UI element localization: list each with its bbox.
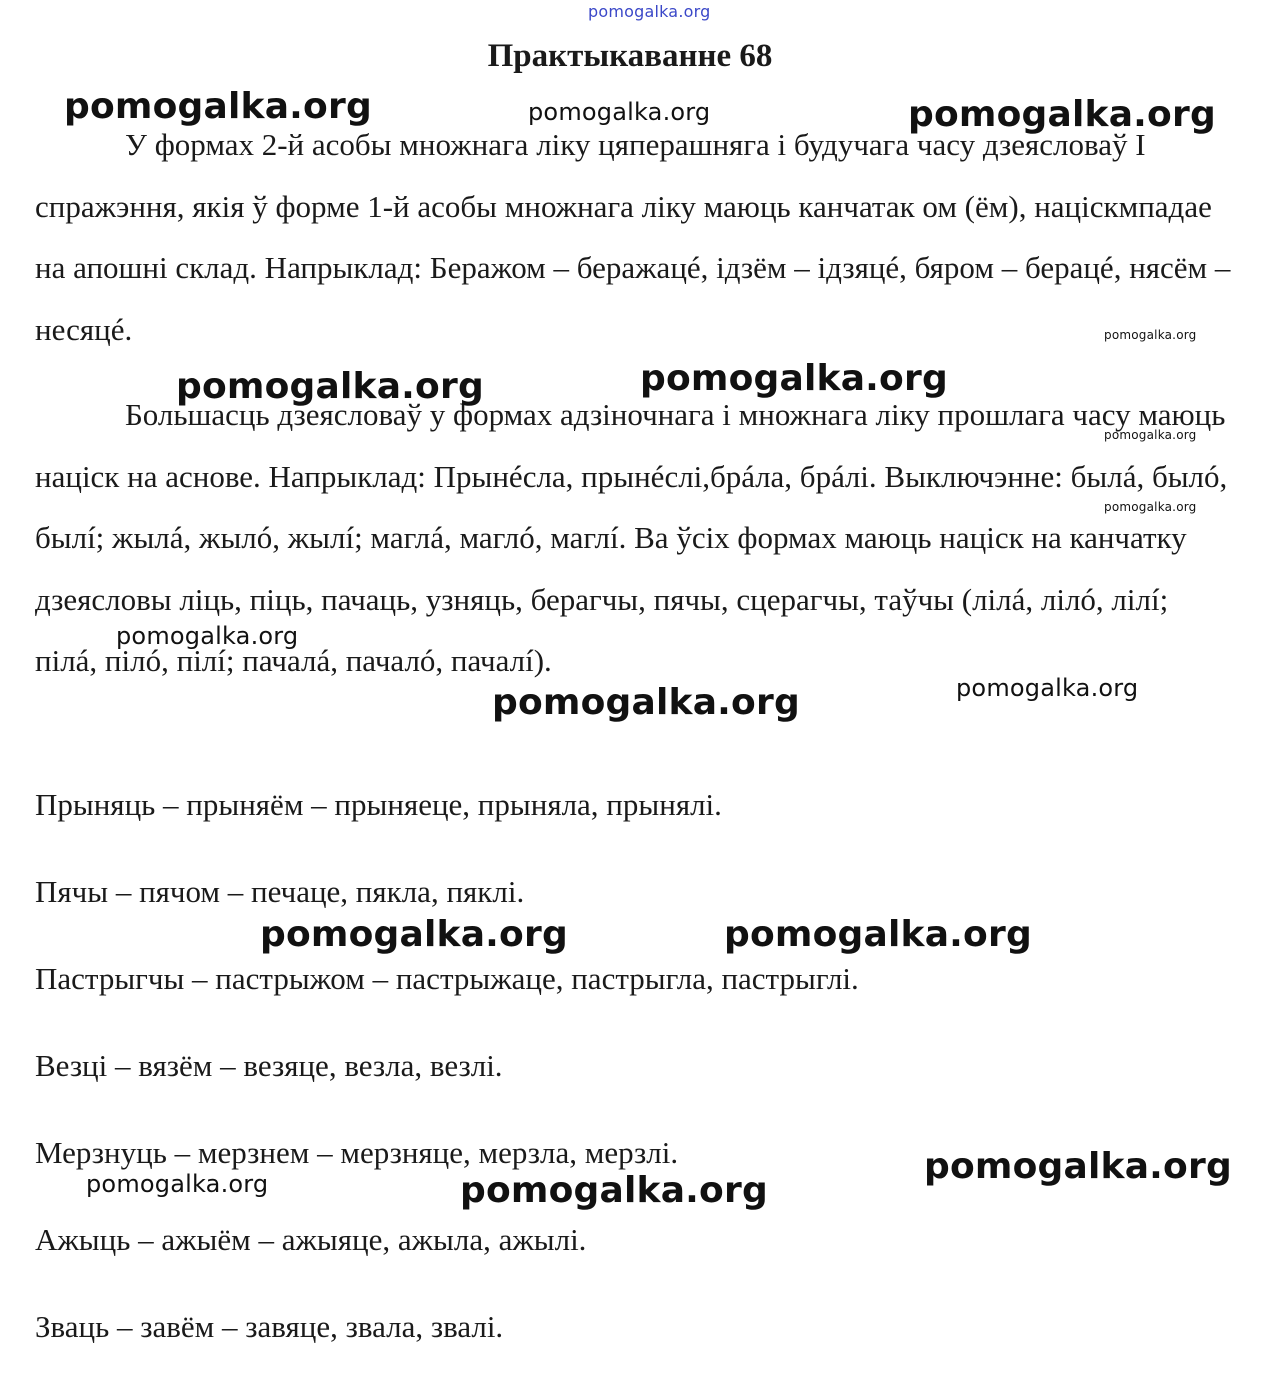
watermark: pomogalka.org xyxy=(460,1170,768,1211)
page-title: Практыкаванне 68 xyxy=(487,38,773,74)
watermark: pomogalka.org xyxy=(956,674,1139,702)
watermark: pomogalka.org xyxy=(260,914,568,955)
watermark: pomogalka.org xyxy=(908,94,1216,135)
rule-paragraph-2-text: Большасць дзеясловаў у формах адзіночнага і множнага ліку прошлага часу маюць націск на аснове. Напрыклад: Прынéсла, прынéслі,брáла, брáлі. Выключэнне: былá, былó, былí; жылá, жылó, жылí; маглá, маглó, маглí. Ва ўсіх формах маюць націск на канчатку дзеясловы ліць, піць, пачаць, узняць, берагчы, пячы, сцерагчы, таўчы (лілá, лілó, лілí; пілá, пілó, пілí; пачалá, пачалó, пачалí). xyxy=(35,397,1228,678)
watermark: pomogalka.org xyxy=(924,1146,1232,1187)
watermark: pomogalka.org xyxy=(1104,500,1197,514)
watermark: pomogalka.org xyxy=(724,914,1032,955)
rule-paragraph-1-text: У формах 2-й асобы множнага ліку цяперашняга і будучага часу дзеясловаў I спражэння, якія ў форме 1-й асобы множнага ліку маюць канчатак ом (ём), націскмпадае на апошні склад. Напрыклад: Беражом – беражацé, ідзём – ідзяцé, бяром – берацé, нясём – несяцé. xyxy=(35,127,1231,347)
example-line: Пячы – пячом – печаце, пякла, пяклі. xyxy=(35,874,525,909)
example-line: Мерзнуць – мерзнем – мерзняце, мерзла, мерзлі. xyxy=(35,1135,679,1170)
example-line: Пастрыгчы – пастрыжом – пастрыжаце, пастрыгла, пастрыглі. xyxy=(35,961,859,996)
watermark: pomogalka.org xyxy=(1104,428,1197,442)
watermark: pomogalka.org xyxy=(1104,328,1197,342)
example-line: Прыняць – прыняём – прыняеце, прыняла, прынялі. xyxy=(35,787,722,822)
rule-paragraph-1 xyxy=(35,114,1235,360)
watermark: pomogalka.org xyxy=(64,86,372,127)
example-line: Везці – вязём – везяце, везла, везлі. xyxy=(35,1048,503,1083)
example-line: Ажыць – ажыём – ажыяце, ажыла, ажылі. xyxy=(35,1222,587,1257)
watermark: pomogalka.org xyxy=(176,366,484,407)
watermark: pomogalka.org xyxy=(640,358,948,399)
watermark: pomogalka.org xyxy=(492,682,800,723)
watermark: pomogalka.org xyxy=(528,98,711,126)
example-line: Зваць – завём – завяце, звала, звалі. xyxy=(35,1309,504,1344)
watermark-top: pomogalka.org xyxy=(588,2,711,21)
watermark: pomogalka.org xyxy=(86,1170,269,1198)
watermark: pomogalka.org xyxy=(116,622,299,650)
